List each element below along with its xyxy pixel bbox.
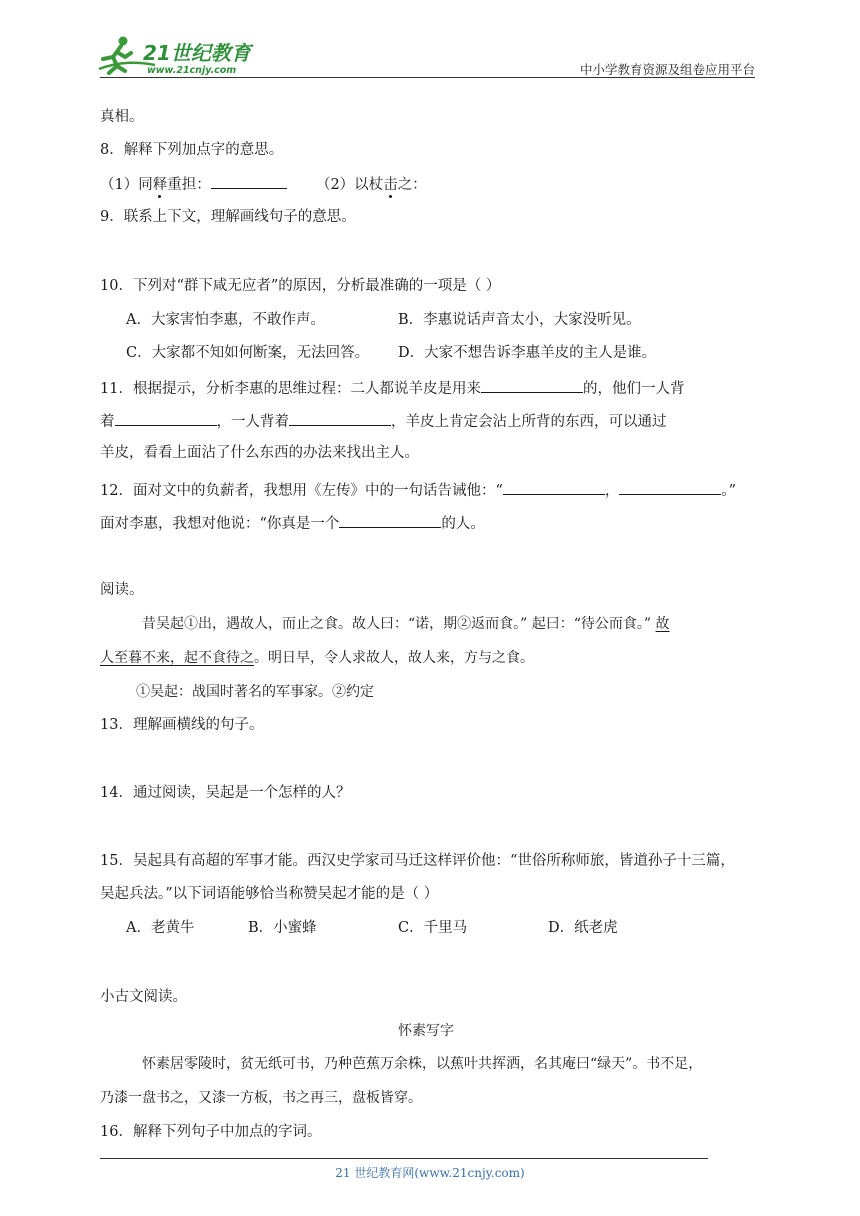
question-10: 10．下列对“群下咸无应者”的原因，分析最准确的一项是（ ） [100, 278, 501, 294]
answer-blank [115, 410, 217, 426]
passage2-line2: 乃漆一盘书之，又漆一方板，书之再三，盘板皆穿。 [100, 1090, 422, 1106]
platform-name: 中小学教育资源及组卷应用平台 [579, 62, 755, 77]
option-d: D．纸老虎 [548, 920, 618, 936]
question-11-line3: 羊皮，看看上面沾了什么东西的办法来找出主人。 [100, 445, 419, 461]
logo-main-text: 21世纪教育 [143, 41, 251, 65]
passage2-line1: 怀素居零陵时，贫无纸可书，乃种芭蕉万余株，以蕉叶共挥洒，名其庵曰“绿天”。书不足， [142, 1056, 703, 1072]
option-b: B．李惠说话声音太小，大家没听见。 [398, 312, 641, 328]
passage-note: ①吴起：战国时著名的军事家。②约定 [136, 684, 374, 700]
question-13: 13．理解画横线的句子。 [100, 717, 264, 733]
option-d: D．大家不想告诉李惠羊皮的主人是谁。 [398, 345, 657, 361]
passage-line2: 人至暮不来，起不食待之。明日早，令人求故人，故人来，方与之食。 [100, 650, 534, 666]
question-8: 8．解释下列加点字的意思。 [100, 142, 284, 158]
option-a: A．大家害怕李惠，不敢作声。 [126, 312, 325, 328]
section-read: 阅读。 [100, 582, 144, 598]
question-11-line2: 着 ，一人背着 ，羊皮上肯定会沾上所背的东西，可以通过 [100, 410, 667, 432]
answer-blank [481, 377, 583, 393]
answer-blank [619, 479, 721, 495]
question-15-line1: 15．吴起具有高超的军事才能。西汉史学家司马迁这样评价他：“世俗所称师旅，皆道孙子十三篇， [100, 853, 735, 869]
logo-url-text: www.21cnjy.com [147, 65, 237, 76]
option-a: A．老黄牛 [126, 920, 195, 936]
option-c: C．大家都不知如何断案，无法回答。 [126, 345, 370, 361]
passage-line1: 昔吴起①出，遇故人，而止之食。故人曰：“诺，期②返而食。” 起曰：“待公而食。” 故 [142, 616, 670, 632]
answer-blank [211, 173, 287, 189]
text-line: 真相。 [100, 109, 144, 125]
question-12-line2: 面对李惠，我想对他说：“你真是一个 的人。 [100, 512, 485, 534]
footer-link[interactable]: 21 世纪教育网(www.21cnjy.com) [335, 1166, 525, 1180]
question-16: 16．解释下列句子中加点的字词。 [100, 1124, 322, 1140]
answer-blank [289, 410, 391, 426]
header-divider [100, 77, 755, 78]
question-15-line2: 吴起兵法。”以下词语能够恰当称赞吴起才能的是（ ） [100, 886, 439, 902]
passage-title: 怀素写字 [398, 1023, 454, 1039]
answer-blank [503, 479, 605, 495]
option-b: B．小蜜蜂 [248, 920, 317, 936]
section-small-read: 小古文阅读。 [100, 989, 187, 1005]
question-12-line1: 12．面对文中的负薪者，我想用《左传》中的一句话告诫他：“ ， 。” [100, 479, 736, 501]
question-11-line1: 11．根据提示，分析李惠的思维过程：二人都说羊皮是用来 的，他们一人背 [100, 377, 684, 399]
question-9: 9．联系上下文，理解画线句子的意思。 [100, 209, 356, 225]
footer-divider [100, 1158, 708, 1159]
option-c: C．千里马 [398, 920, 468, 936]
question-14: 14．通过阅读，吴起是一个怎样的人？ [100, 785, 351, 801]
answer-blank [339, 512, 441, 528]
question-8-items: （1）同释重担： （2）以杖击之： [100, 173, 427, 195]
site-logo [95, 33, 260, 79]
